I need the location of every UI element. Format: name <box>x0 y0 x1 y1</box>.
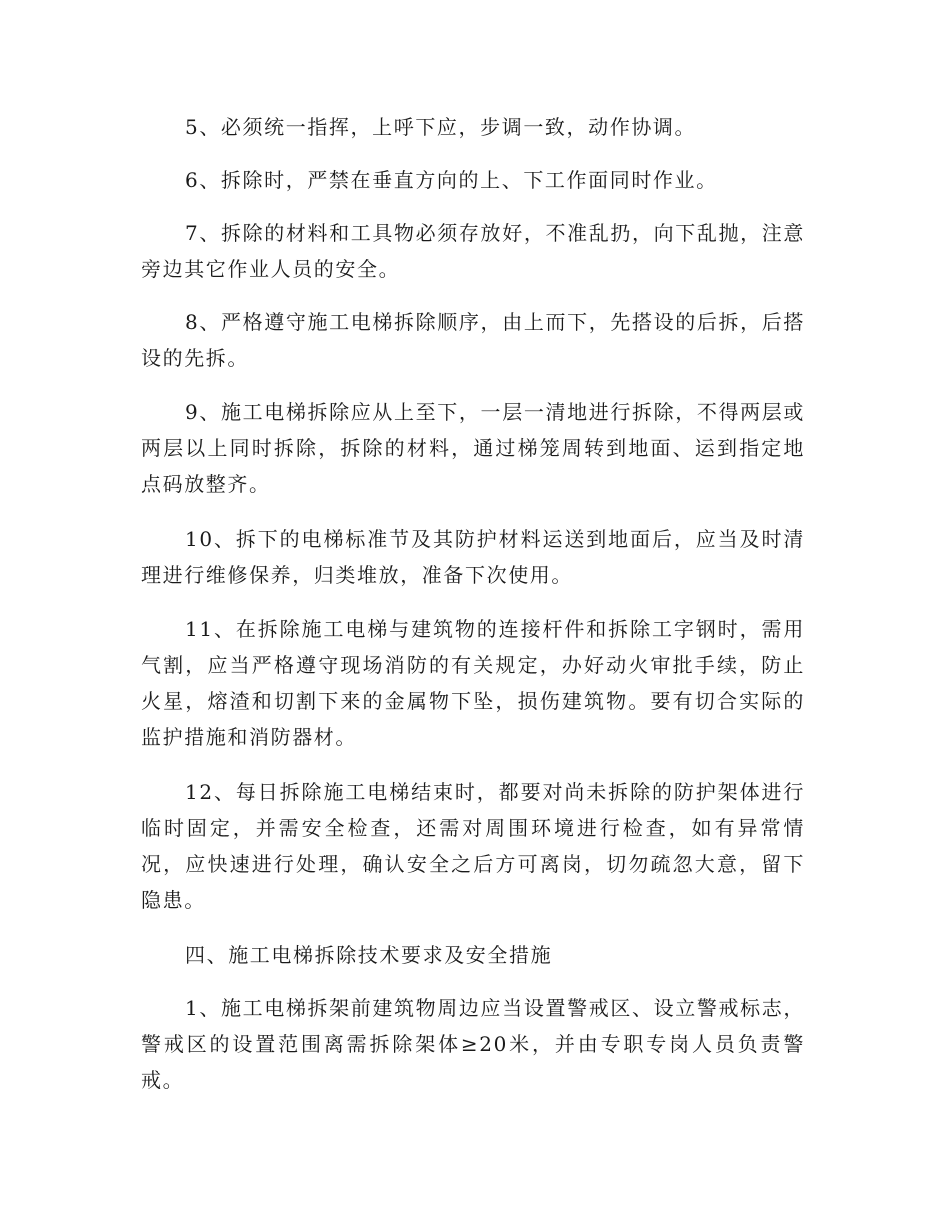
paragraph-item-12: 12、每日拆除施工电梯结束时，都要对尚未拆除的防护架体进行临时固定，并需安全检查，还需对周围环境进行检查，如有异常情况，应快速进行处理，确认安全之后方可离岗，切勿疏忽大意，留下隐患。 <box>141 780 805 912</box>
paragraph-item-1: 1、施工电梯拆架前建筑物周边应当设置警戒区、设立警戒标志，警戒区的设置范围离需拆除架体≥20米，并由专职专岗人员负责警戒。 <box>141 996 805 1092</box>
paragraph-item-6: 6、拆除时，严禁在垂直方向的上、下工作面同时作业。 <box>185 168 718 192</box>
paragraph-item-10: 10、拆下的电梯标准节及其防护材料运送到地面后，应当及时清理进行维修保养，归类堆放，准备下次使用。 <box>141 527 805 587</box>
paragraph-item-11: 11、在拆除施工电梯与建筑物的连接杆件和拆除工字钢时，需用气割，应当严格遵守现场消防的有关规定，办好动火审批手续，防止火星，熔渣和切割下来的金属物下坠，损伤建筑物。要有切合实际的监护措施和消防器材。 <box>141 617 805 749</box>
paragraph-item-8: 8、严格遵守施工电梯拆除顺序，由上而下，先搭设的后拆，后搭设的先拆。 <box>141 310 805 370</box>
paragraph-item-5: 5、必须统一指挥，上呼下应，步调一致，动作协调。 <box>185 115 697 139</box>
section-heading: 四、施工电梯拆除技术要求及安全措施 <box>185 943 553 967</box>
paragraph-item-9: 9、施工电梯拆除应从上至下，一层一清地进行拆除，不得两层或两层以上同时拆除，拆除的材料，通过梯笼周转到地面、运到指定地点码放整齐。 <box>141 400 805 496</box>
paragraph-item-7: 7、拆除的材料和工具物必须存放好，不准乱扔，向下乱抛，注意旁边其它作业人员的安全。 <box>141 221 805 281</box>
